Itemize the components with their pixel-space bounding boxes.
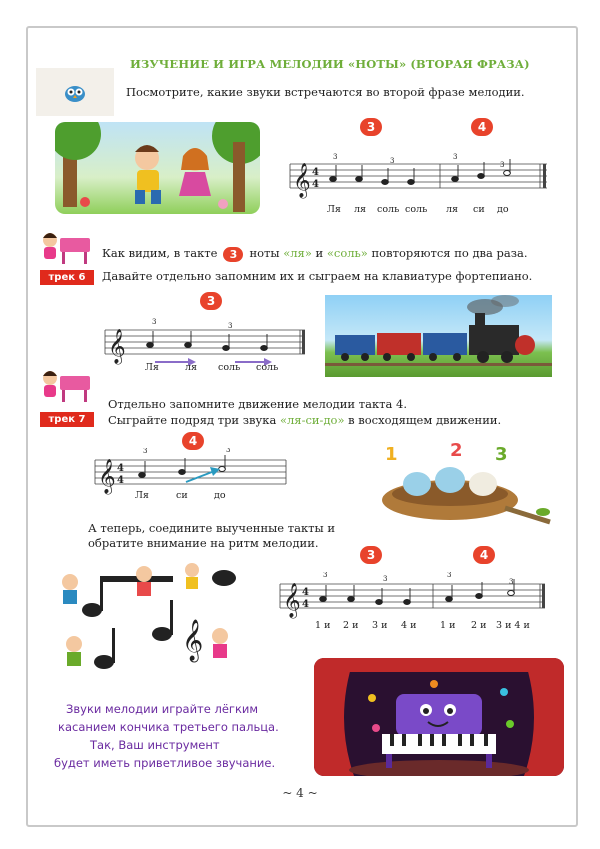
svg-text:4: 4 xyxy=(302,587,309,598)
staff1-syllable: си xyxy=(473,204,485,215)
staff1-syllable: до xyxy=(497,204,509,215)
svg-text:4: 4 xyxy=(117,475,124,486)
rhythm-count: 2 и xyxy=(343,620,359,631)
measure-3-badge: 3 xyxy=(360,118,382,136)
staff3-syllable: до xyxy=(214,490,226,501)
line-c: Отдельно запомните движение мелодии такта 4. xyxy=(108,397,407,411)
rhythm-count: 4 и xyxy=(401,620,417,631)
svg-text:2: 2 xyxy=(450,440,463,461)
triplet-mark: 3 xyxy=(143,448,148,455)
staff2-syllable: Ля xyxy=(145,362,159,373)
line-a-text: и xyxy=(315,246,324,260)
staff-2 xyxy=(100,318,310,388)
svg-text:𝄞: 𝄞 xyxy=(98,459,116,494)
advice-line-2: касанием кончика третьего пальца. xyxy=(58,720,279,734)
rhythm-count: 1 и xyxy=(315,620,331,631)
triplet-mark: 3 xyxy=(152,318,157,326)
svg-text:4: 4 xyxy=(312,167,319,178)
line-a-text: повторяются по два раза. xyxy=(371,246,528,260)
staff1-syllable: соль xyxy=(377,204,400,215)
line-d-text: Сыграйте подряд три звука xyxy=(108,413,277,427)
staff1-syllable: Ля xyxy=(327,204,341,215)
owl-icon xyxy=(36,68,114,116)
svg-text:4: 4 xyxy=(312,179,319,190)
train-illustration xyxy=(325,295,552,377)
children-illustration xyxy=(55,122,260,214)
svg-text:4: 4 xyxy=(117,463,124,474)
triplet-mark: 3 xyxy=(333,153,338,161)
advice-line-4: будет иметь приветливое звучание. xyxy=(54,756,276,770)
staff1-syllable: соль xyxy=(405,204,428,215)
measure-4-badge: 4 xyxy=(473,546,495,564)
triplet-mark: 3 xyxy=(390,157,395,165)
line-a-text: ноты xyxy=(249,246,280,260)
advice-line-1: Звуки мелодии играйте лёгким xyxy=(66,702,259,716)
line-b: Давайте отдельно запомним их и сыграем на клавиатуре фортепиано. xyxy=(102,269,533,283)
line-e1: А теперь, соедините выученные такты и xyxy=(88,521,335,535)
birds-nest-illustration xyxy=(355,438,555,528)
rhythm-count: 1 и xyxy=(440,620,456,631)
measure-3-badge: 3 xyxy=(200,292,222,310)
advice-line-3: Так, Ваш инструмент xyxy=(90,738,220,752)
svg-text:1: 1 xyxy=(385,444,398,465)
rhythm-count: 3 и 4 и xyxy=(496,620,530,631)
staff3-syllable: Ля xyxy=(135,490,149,501)
triplet-mark: 3 xyxy=(228,322,233,330)
triplet-mark: 3 xyxy=(383,575,388,583)
svg-text:𝄞: 𝄞 xyxy=(108,329,126,364)
note-sol-label: «соль» xyxy=(326,246,368,260)
kids-notes-illustration xyxy=(52,562,252,674)
triplet-mark: 3 xyxy=(509,578,514,586)
triplet-mark: 3 xyxy=(226,448,231,454)
staff1-syllable: ля xyxy=(354,204,367,215)
line-d xyxy=(108,412,501,428)
staff2-syllable: ля xyxy=(185,362,198,373)
track-7-label[interactable]: трек 7 xyxy=(40,412,94,427)
notes-la-si-do-label: «ля-си-до» xyxy=(279,413,345,427)
measure-4-badge: 4 xyxy=(182,432,204,450)
page-number: ~ 4 ~ xyxy=(282,786,318,800)
measure-3-badge: 3 xyxy=(360,546,382,564)
girl-piano-icon xyxy=(38,230,92,266)
triplet-mark: 3 xyxy=(447,572,452,579)
svg-text:3: 3 xyxy=(495,444,508,465)
svg-text:𝄞: 𝄞 xyxy=(182,620,204,661)
staff2-syllable: соль xyxy=(256,362,279,373)
triplet-mark: 3 xyxy=(323,572,328,579)
intro-text: Посмотрите, какие звуки встречаются во второй фразе мелодии. xyxy=(126,85,525,99)
staff-3 xyxy=(90,448,290,508)
svg-text:𝄞: 𝄞 xyxy=(293,163,311,198)
staff3-syllable: си xyxy=(176,490,188,501)
track-6-label[interactable]: трек 6 xyxy=(40,270,94,285)
staff2-syllable: соль xyxy=(218,362,241,373)
girl-piano-icon xyxy=(38,368,92,404)
line-d-text: в восходящем движении. xyxy=(348,413,502,427)
piano-stage-illustration xyxy=(314,658,564,776)
page-title: ИЗУЧЕНИЕ И ИГРА МЕЛОДИИ «НОТЫ» (ВТОРАЯ ФРАЗА) xyxy=(130,57,530,71)
line-e2: обратите внимание на ритм мелодии. xyxy=(88,536,319,550)
svg-text:4: 4 xyxy=(302,599,309,610)
measure-4-badge: 4 xyxy=(471,118,493,136)
triplet-mark: 3 xyxy=(453,153,458,161)
staff1-syllable: ля xyxy=(446,204,459,215)
line-a xyxy=(102,245,528,262)
staff-1 xyxy=(285,150,555,210)
measure-3-badge-inline: 3 xyxy=(223,247,243,262)
note-la-label: «ля» xyxy=(283,246,312,260)
svg-text:𝄞: 𝄞 xyxy=(283,583,301,618)
triplet-mark: 3 xyxy=(500,161,505,169)
rhythm-count: 3 и xyxy=(372,620,388,631)
line-a-text: Как видим, в такте xyxy=(102,246,218,260)
rhythm-count: 2 и xyxy=(471,620,487,631)
